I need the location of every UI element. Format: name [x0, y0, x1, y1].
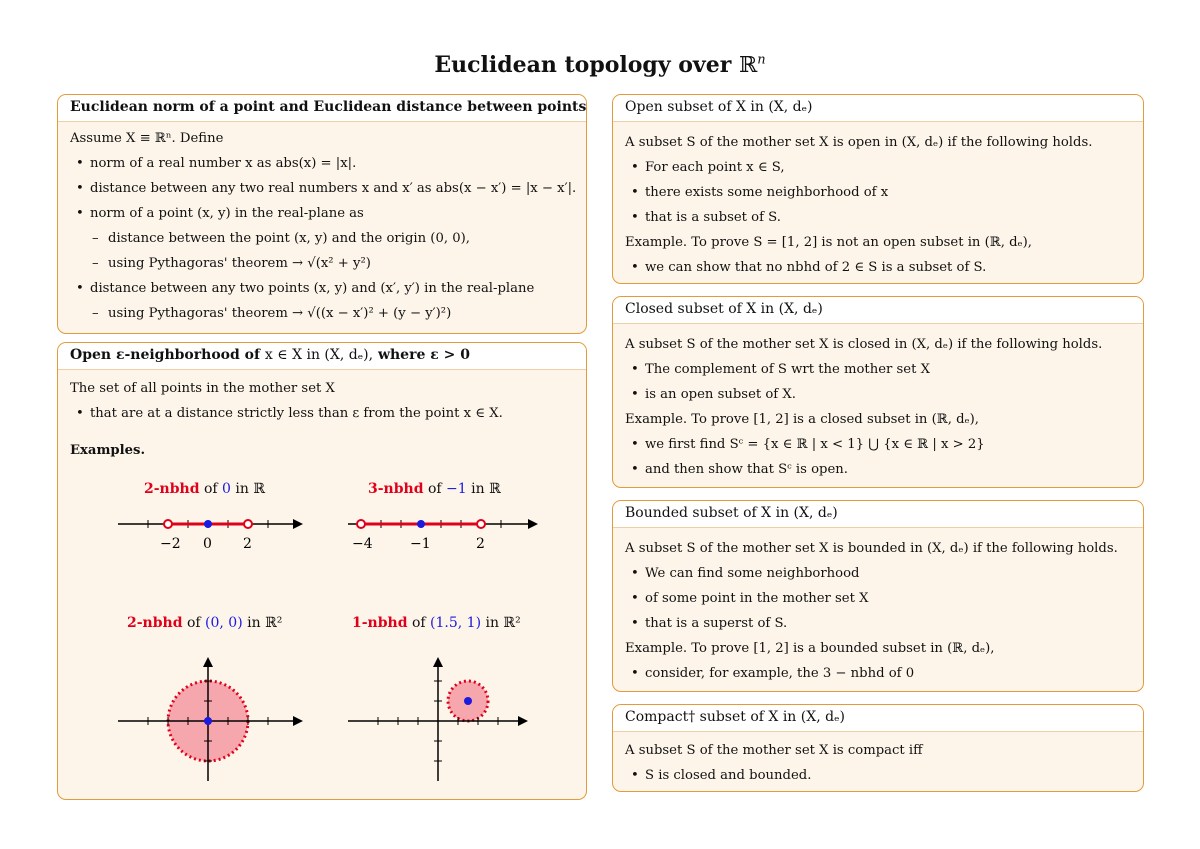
bounded-box-header: Bounded subset of X in (X, dₑ) — [613, 501, 1143, 528]
open-line-2: • there exists some neighborhood of x — [625, 180, 1131, 205]
ex2-number-line — [348, 508, 548, 558]
ex2-tick-1: −1 — [410, 536, 431, 552]
ex1-open-left — [164, 520, 172, 528]
ex2-open-left — [357, 520, 365, 528]
closed-box — [612, 296, 1144, 488]
ex2-center — [417, 520, 425, 528]
closed-box-header: Closed subset of X in (X, dₑ) — [613, 297, 1143, 324]
ex3-label: 2-nbhd of (0, 0) in ℝ² — [127, 615, 283, 631]
ex2-tick-0: −4 — [352, 536, 373, 552]
ex3-center — [204, 717, 212, 725]
norm-line-7: – using Pythagoras' theorem → √((x − x′)² + (y − y′)²) — [70, 301, 574, 326]
norm-box — [57, 94, 587, 334]
bounded-line-1: • We can find some neighborhood — [625, 561, 1131, 586]
ex1-center — [204, 520, 212, 528]
open-line-5: • we can show that no nbhd of 2 ∈ S is a subset of S. — [625, 255, 1131, 280]
closed-line-2: • is an open subset of X. — [625, 382, 1131, 407]
nbhd-line-2: • that are at a distance strictly less than ε from the point x ∈ X. — [70, 401, 574, 426]
norm-line-1: • norm of a real number x as abs(x) = |x|. — [70, 151, 574, 176]
ex4-plane — [348, 656, 548, 786]
ex1-tick-2: 2 — [243, 536, 252, 552]
bounded-box — [612, 500, 1144, 692]
ex1-number-line — [113, 508, 313, 558]
norm-line-2: • distance between any two real numbers x and x′ as abs(x − x′) = |x − x′|. — [70, 176, 574, 201]
bounded-line-0: A subset S of the mother set X is bounded in (X, dₑ) if the following holds. — [625, 541, 1118, 556]
bounded-line-2: • of some point in the mother set X — [625, 586, 1131, 611]
ex1-arrow — [293, 519, 303, 529]
nbhd-box-header — [58, 343, 586, 370]
norm-line-6: • distance between any two points (x, y) and (x′, y′) in the real-plane — [70, 276, 574, 301]
norm-box-header: Euclidean norm of a point and Euclidean distance between points — [58, 95, 586, 122]
open-line-0: A subset S of the mother set X is open in (X, dₑ) if the following holds. — [625, 135, 1093, 150]
ex1-open-right — [244, 520, 252, 528]
norm-line-5: – using Pythagoras' theorem → √(x² + y²) — [70, 251, 574, 276]
norm-line-4: – distance between the point (x, y) and the origin (0, 0), — [70, 226, 574, 251]
ex2-open-right — [477, 520, 485, 528]
ex3-x-arrow — [293, 716, 303, 726]
ex4-x-arrow — [518, 716, 528, 726]
ex1-label: 2-nbhd of 0 in ℝ — [144, 481, 265, 497]
open-box — [612, 94, 1144, 284]
closed-line-1: • The complement of S wrt the mother set X — [625, 357, 1131, 382]
nbhd-header-tail: where ε > 0 — [377, 347, 470, 363]
title-sup: n — [757, 52, 766, 68]
ex2-tick-2: 2 — [476, 536, 485, 552]
ex4-center — [464, 697, 472, 705]
compact-box — [612, 704, 1144, 792]
closed-line-3: Example. To prove [1, 2] is a closed subset in (ℝ, dₑ), — [625, 412, 979, 427]
compact-box-header: Compact† subset of X in (X, dₑ) — [613, 705, 1143, 732]
bounded-line-5: • consider, for example, the 3 − nbhd of 0 — [625, 661, 1131, 686]
ex4-label: 1-nbhd of (1.5, 1) in ℝ² — [352, 615, 521, 631]
ex3-y-arrow — [203, 657, 213, 667]
closed-line-0: A subset S of the mother set X is closed in (X, dₑ) if the following holds. — [625, 337, 1103, 352]
nbhd-box — [57, 342, 587, 800]
nbhd-header-math: x ∈ X in (X, dₑ), — [264, 347, 374, 363]
bounded-line-4: Example. To prove [1, 2] is a bounded subset in (ℝ, dₑ), — [625, 641, 995, 656]
closed-line-5: • and then show that Sᶜ is open. — [625, 457, 1131, 482]
compact-line-0: A subset S of the mother set X is compact iff — [625, 743, 923, 758]
nbhd-examples-label: Examples. — [70, 443, 146, 458]
title-text: Euclidean topology over — [434, 52, 732, 78]
ex1-tick-1: 0 — [203, 536, 212, 552]
norm-line-0: Assume X ≡ ℝⁿ. Define — [70, 131, 224, 146]
open-line-3: • that is a subset of S. — [625, 205, 1131, 230]
bounded-line-3: • that is a superst of S. — [625, 611, 1131, 636]
open-line-4: Example. To prove S = [1, 2] is not an open subset in (ℝ, dₑ), — [625, 235, 1032, 250]
ex3-plane — [113, 656, 313, 786]
norm-line-3: • norm of a point (x, y) in the real-plane as — [70, 201, 574, 226]
title-symbol: ℝ — [738, 53, 758, 78]
open-line-1: • For each point x ∈ S, — [625, 155, 1131, 180]
nbhd-header-bold: Open ε-neighborhood of — [70, 347, 261, 363]
page-title — [0, 52, 1200, 78]
ex2-arrow — [528, 519, 538, 529]
open-box-header: Open subset of X in (X, dₑ) — [613, 95, 1143, 122]
closed-line-4: • we first find Sᶜ = {x ∈ ℝ | x < 1} ⋃ {x ∈ ℝ | x > 2} — [625, 432, 1131, 457]
ex4-y-arrow — [433, 657, 443, 667]
compact-line-1: • S is closed and bounded. — [625, 763, 1131, 788]
ex1-tick-0: −2 — [160, 536, 181, 552]
ex2-label: 3-nbhd of −1 in ℝ — [368, 481, 501, 497]
nbhd-line-1: The set of all points in the mother set X — [70, 381, 335, 396]
